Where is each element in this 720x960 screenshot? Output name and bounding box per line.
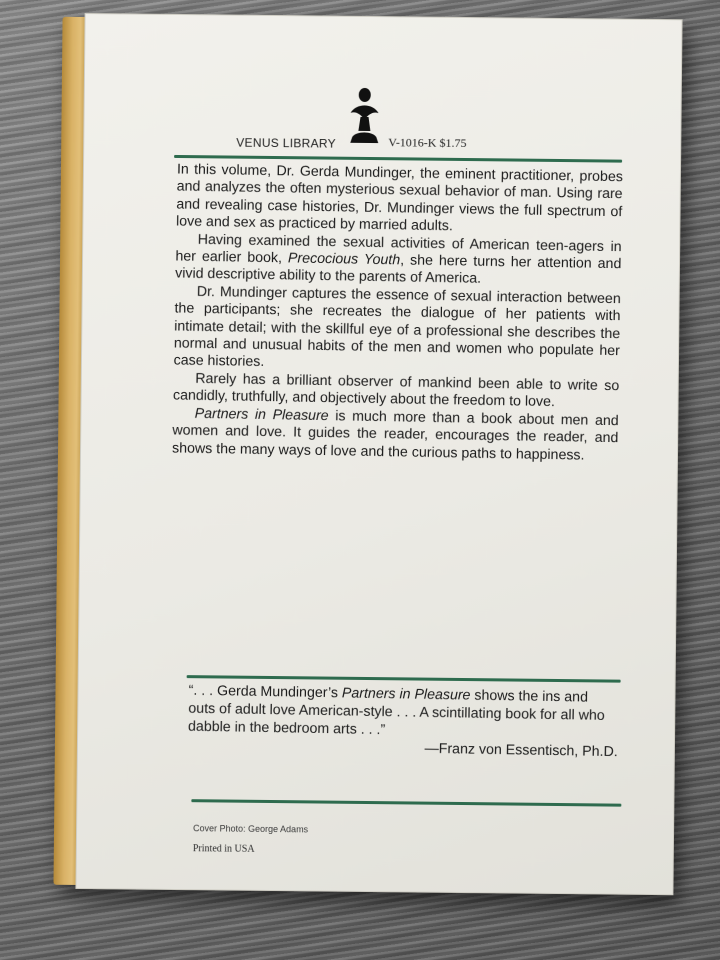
blurb-paragraph: In this volume, Dr. Gerda Mundinger, the eminent practitioner, probes and analyzes the often mysterious sexual behavior of man. Using rare and revealing case histories, Dr. Mundinger views the full spectrum of love and sex as practiced by married adults. [175,161,624,235]
blurb-paragraph [172,405,619,465]
blurb-text-span: is much more than a book about men and women and love. It guides the reader, encourages the reader, and shows the many ways of love and the curious paths to happiness. [171,407,619,464]
book-title-precocious-youth: Precocious Youth [287,250,401,269]
blurb-text [172,161,623,465]
quote-text [188,682,619,743]
divider-rule [174,155,622,163]
blurb-paragraph [175,231,622,291]
divider-rule [187,675,621,683]
quote-attribution: —Franz von Essentisch, Ph.D. [424,740,618,761]
chess-pawn-logo-icon [346,87,383,149]
publisher-name: VENUS LIBRARY [236,135,337,151]
paperback-book [53,13,682,895]
quote-span: “. . . Gerda Mundinger’s [188,682,343,702]
catalog-price: V-1016-K $1.75 [388,135,467,151]
cover-photo-credit: Cover Photo: George Adams [193,823,309,835]
blurb-text-span: , she here turns her attention and vivid descriptive ability to the parents of America. [174,252,622,288]
blurb-paragraph: Dr. Mundinger captures the essence of sexual interaction between the participants; she recreates the dialogue of her patients with intimate detail; with the skillful eye of a professional she describes the normal and unusual habits of the men and women who populate her case histories. [173,283,621,371]
blurb-paragraph: Rarely has a brilliant observer of mankind been able to write so candidly, truthfully, and objectively about the freedom to love. [172,370,620,411]
back-cover [75,13,682,895]
quote-span: shows the ins and outs of adult love American-style . . . A scintillating book for all who dabble in the bedroom arts . . .” [187,687,605,739]
divider-rule [191,799,621,807]
blurb-text-span: Having examined the sexual activities of American teen-agers in her earlier book, [175,231,622,267]
book-title-partners-in-pleasure: Partners in Pleasure [194,405,329,424]
printed-in-usa: Printed in USA [192,843,255,855]
quote-book-title: Partners in Pleasure [341,685,471,704]
cover-header [84,74,681,150]
review-quote [188,682,619,761]
